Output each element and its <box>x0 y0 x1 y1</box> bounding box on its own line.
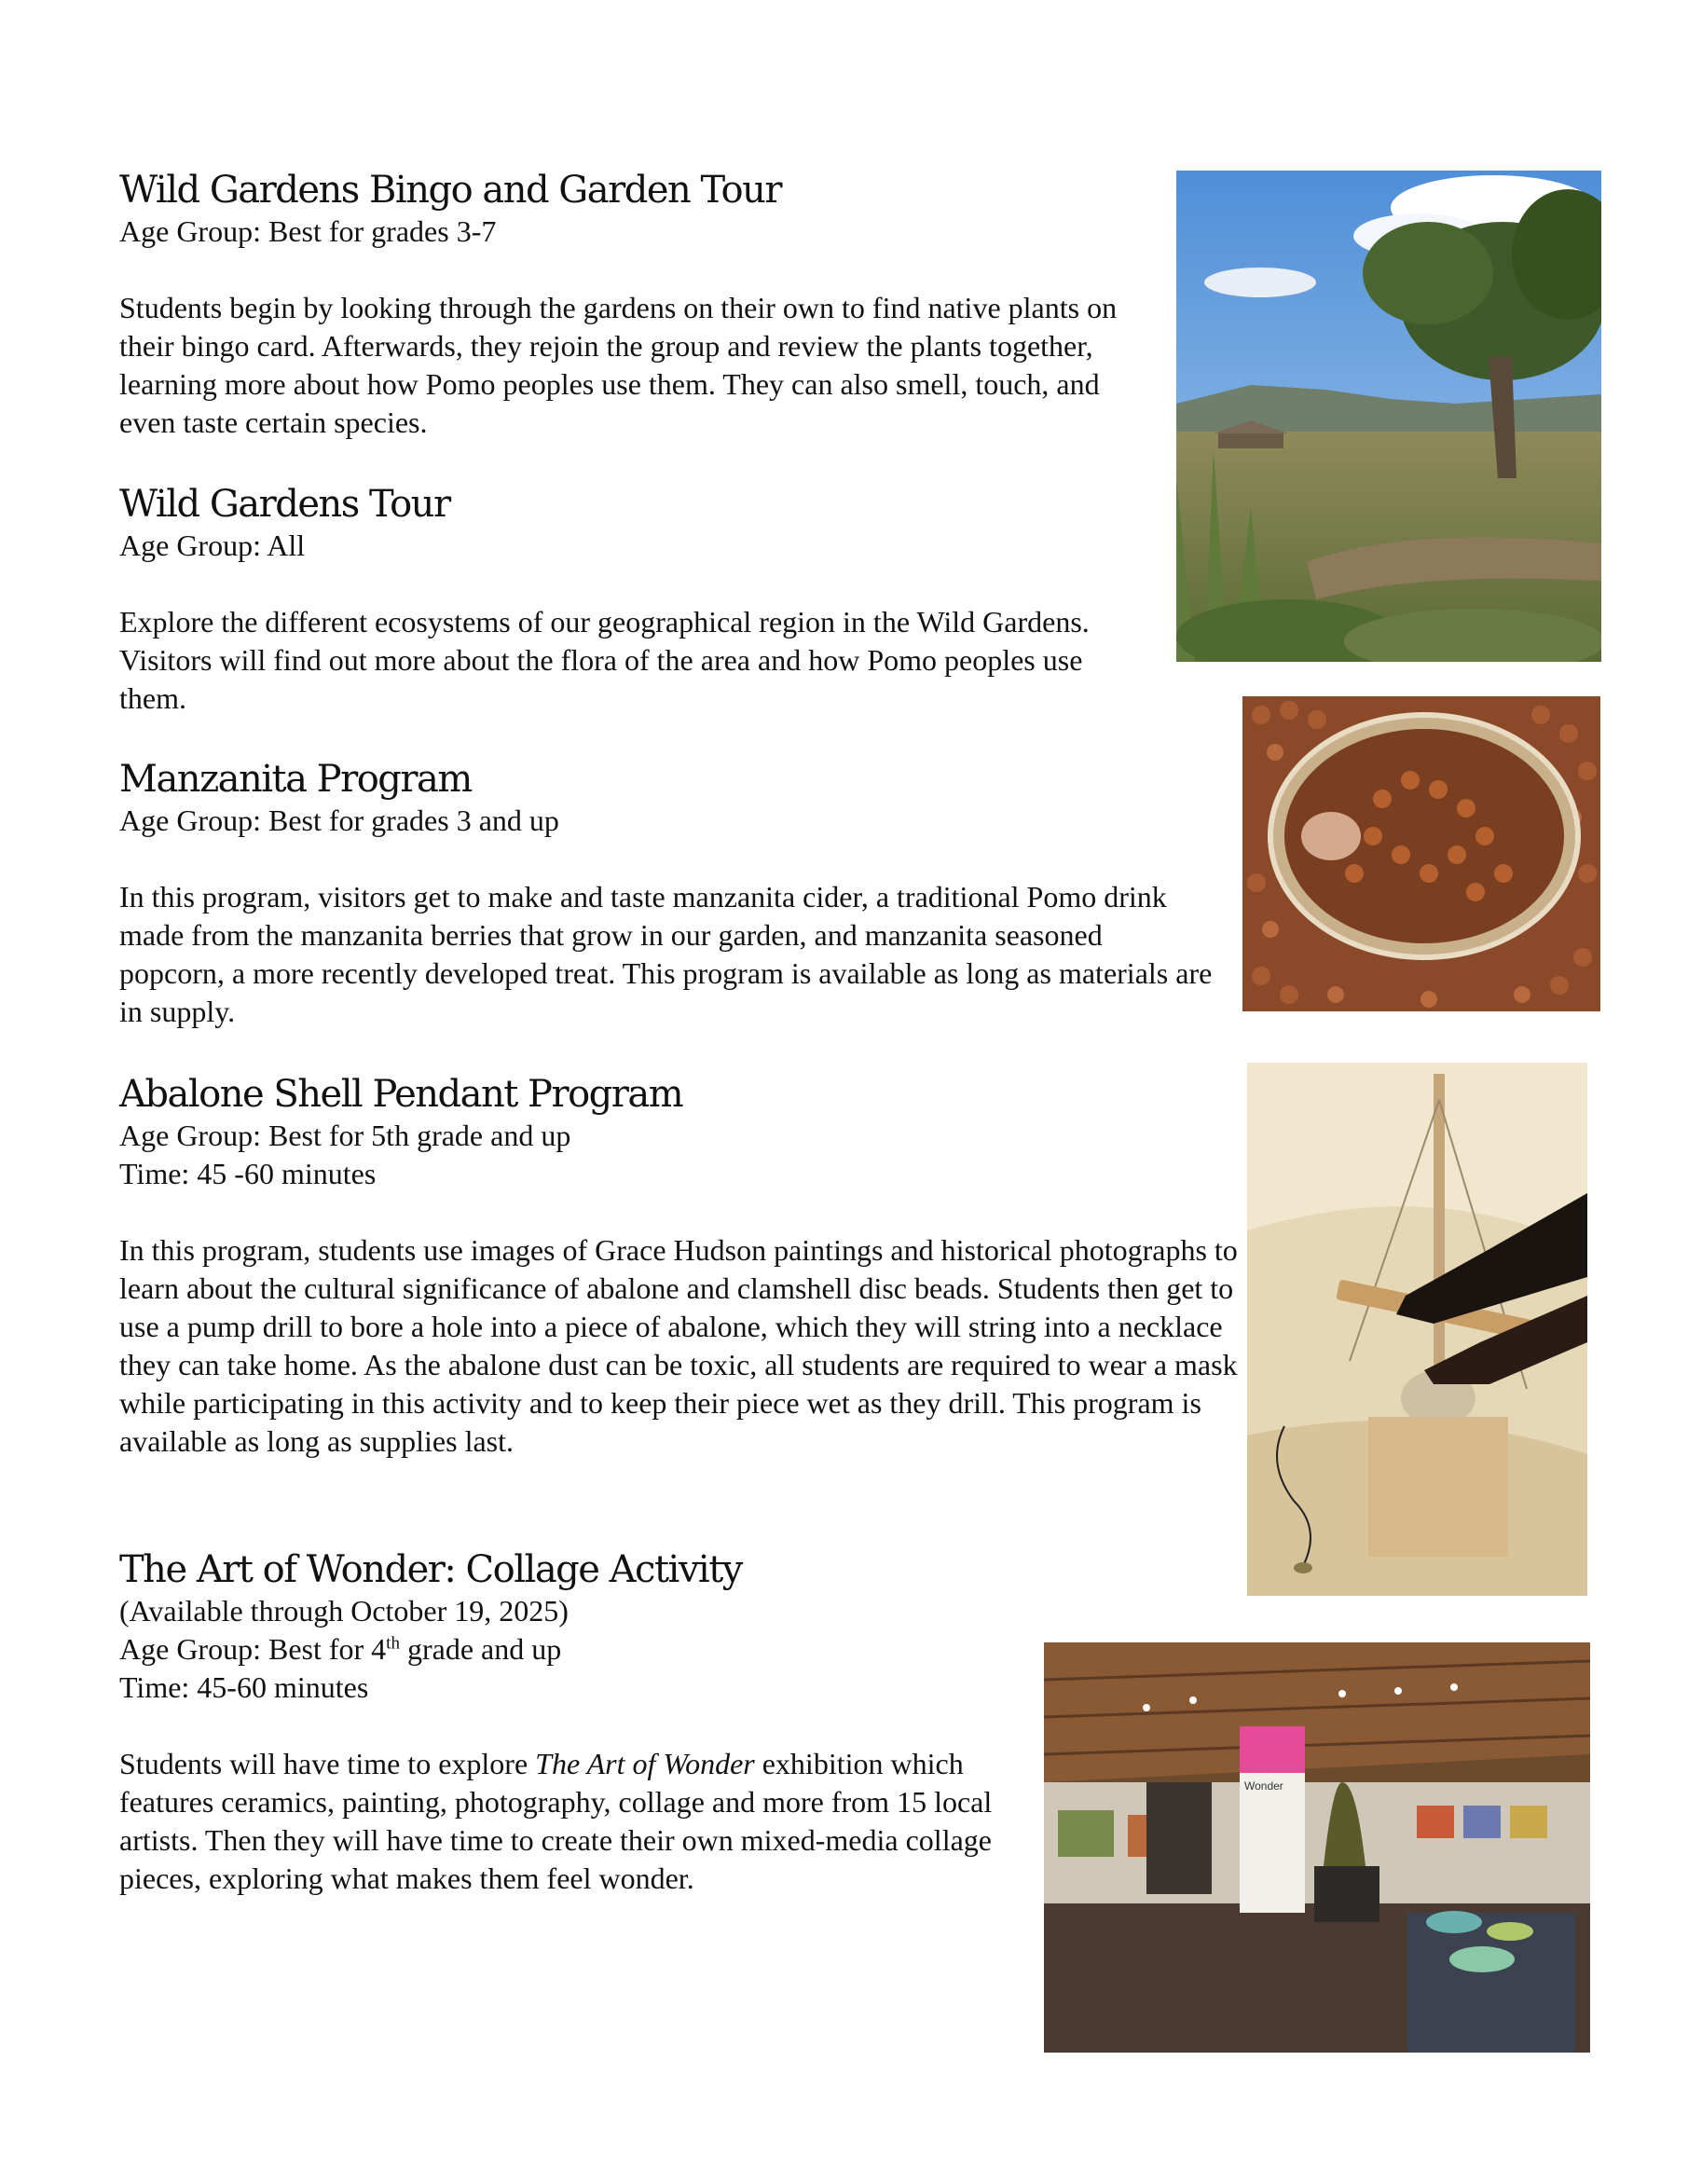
time-duration: Time: 45-60 minutes <box>119 1670 369 1704</box>
gallery-exhibition-photo <box>1044 1642 1590 2053</box>
section-description: Students begin by looking through the gardens on their own to find native plants on their bingo card. Afterwards, they rejoin the group and review the plants together, learning more about how Pomo peoples use them. They can also smell, touch, and even taste certain species. <box>119 291 1118 439</box>
section-wild-gardens-tour <box>119 482 1126 718</box>
section-art-of-wonder <box>119 1547 1014 1898</box>
section-abalone <box>119 1072 1238 1461</box>
age-group: Age Group: Best for 5th grade and up <box>119 1119 571 1152</box>
age-group: Age Group: All <box>119 529 306 562</box>
age-suffix: grade and up <box>399 1632 562 1666</box>
body-prefix: Students will have time to explore <box>119 1747 536 1780</box>
garden-photo <box>1176 171 1601 662</box>
body-suffix: exhibition which features ceramics, painting, photography, collage and more from 15 local artists. Then they will have time to create their own mixed-media collage pieces, exploring what makes them feel wonder. <box>119 1747 993 1895</box>
section-title: The Art of Wonder: Collage Activity <box>119 1548 742 1591</box>
time-duration: Time: 45 -60 minutes <box>119 1157 377 1190</box>
exhibition-title: The Art of Wonder <box>535 1747 755 1780</box>
section-description: Explore the different ecosystems of our geographical region in the Wild Gardens. Visitors will find out more about the flora of the area and how Pomo peoples use them. <box>119 605 1090 715</box>
section-title: Abalone Shell Pendant Program <box>119 1073 683 1116</box>
section-title: Wild Gardens Tour <box>119 483 450 526</box>
section-bingo-tour <box>119 168 1126 442</box>
section-manzanita <box>119 757 1215 1031</box>
section-description <box>119 1745 1014 1898</box>
section-title: Manzanita Program <box>119 758 472 801</box>
age-prefix: Age Group: Best for 4 <box>119 1632 387 1666</box>
availability-note: (Available through October 19, 2025) <box>119 1594 569 1628</box>
section-description: In this program, students use images of Grace Hudson paintings and historical photographs to learn about the cultural significance of abalone and clamshell disc beads. Students then get to use a pump drill to bore a hole into a piece of abalone, which they will string into a necklace they can take home. As the abalone dust can be toxic, all students are required to wear a mask while participating in this activity and to keep their piece wet as they drill. This program is available as long as supplies last. <box>119 1233 1238 1458</box>
gallery-sign-text: Wonder <box>1244 1779 1283 1793</box>
section-title: Wild Gardens Bingo and Garden Tour <box>119 169 782 212</box>
section-description: In this program, visitors get to make and taste manzanita cider, a traditional Pomo drink made from the manzanita berries that grow in our garden, and manzanita seasoned popcorn, a more recently developed treat. This program is available as long as materials are in supply. <box>119 880 1213 1028</box>
age-group: Age Group: Best for grades 3 and up <box>119 804 559 837</box>
age-group <box>119 1630 1014 1669</box>
manzanita-basket-photo <box>1242 696 1600 1011</box>
pump-drill-photo <box>1247 1063 1587 1596</box>
age-group: Age Group: Best for grades 3-7 <box>119 214 497 248</box>
age-superscript: th <box>386 1633 400 1654</box>
